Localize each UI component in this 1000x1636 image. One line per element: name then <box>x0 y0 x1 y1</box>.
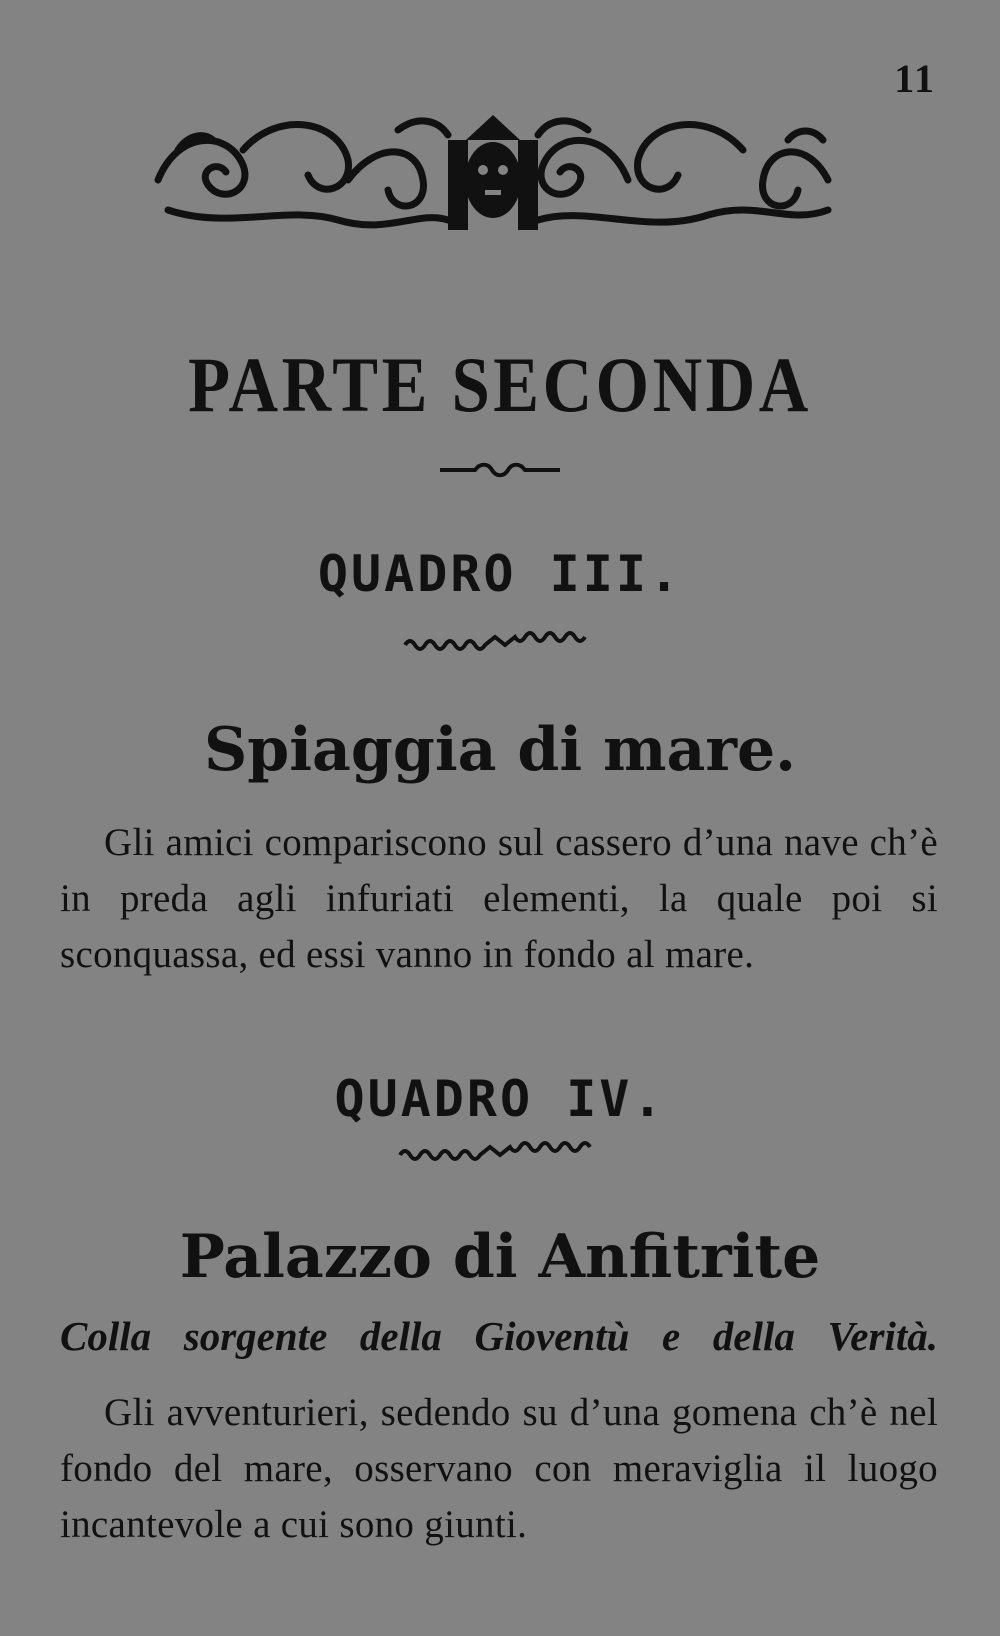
quadro-heading: QUADRO III. <box>317 545 683 603</box>
scene-title: Spiaggia di mare. <box>203 715 797 785</box>
scene-description <box>60 1385 938 1553</box>
description-text: Gli avventurieri, sedendo su d’una gomena ch’è nel fondo del mare, osservano con meraviglia il luogo incantevole a cui sono giunti. <box>60 1391 938 1546</box>
decorative-ornament-header <box>148 110 838 240</box>
scene-subtitle: Colla sorgente della Gioventù e della Verità. <box>60 1313 938 1359</box>
part-title: PARTE SECONDA <box>188 341 812 428</box>
page-number: 11 <box>894 56 936 101</box>
scene-description <box>60 815 938 983</box>
wave-divider <box>0 1140 1000 1170</box>
divider-ornament <box>0 455 1000 485</box>
quadro-heading: QUADRO IV. <box>334 1070 666 1128</box>
scene-title: Palazzo di Anfitrite <box>179 1222 821 1292</box>
wave-divider <box>0 630 1000 660</box>
description-text: Gli amici compariscono sul cassero d’una nave ch’è in preda agli infuriati elementi, la quale poi si sconquassa, ed essi vanno in fondo al mare. <box>60 821 938 976</box>
